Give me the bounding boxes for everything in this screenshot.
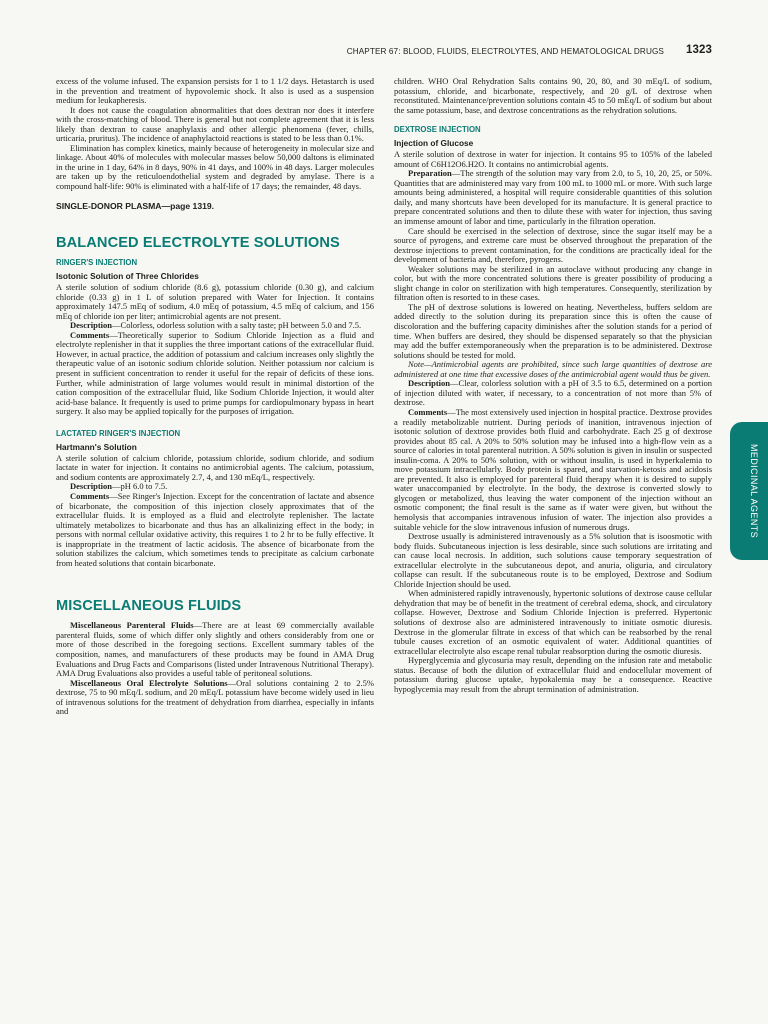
section-title-miscellaneous-fluids: MISCELLANEOUS FLUIDS (56, 598, 242, 615)
paragraph: The pH of dextrose solutions is lowered on heating. Nevertheless, buffers seldom are added directly to the solution during its preparation since this is often the cause of discoloration and the buffering capacity diminishes after the solution stands for a period of time. When buffers are desired, they should be dispensed separately so that the physician may add the buffer extemporaneously when the preparation is to be administered. Dextrose solutions should be tested for mold. (394, 301, 712, 360)
run-in-label: Comments (70, 490, 110, 501)
subsection-subtitle: Injection of Glucose (394, 138, 474, 149)
chapter-title: CHAPTER 67: BLOOD, FLUIDS, ELECTROLYTES, AND HEMATOLOGICAL DRUGS (346, 47, 664, 56)
run-in-label: Miscellaneous Parenteral Fluids (70, 620, 194, 631)
paragraph: Dextrose usually is administered intravenously as a 5% solution that is isoosmotic with body fluids. Subcutaneous injection is less desirable, since such solutions are irritating and can cause local necrosis. In addition, such solutions cause temporary sequestration of extracellular electrolyte in the subcutaneous depot, and anuria, oliguria, and circulatory collapse can result. If the subcutaneous route is to be employed, Dextrose and Sodium Chloride Injection should be used. (394, 531, 712, 589)
subsection-heading-ringers: RINGER'S INJECTION (56, 258, 138, 268)
run-in-label: Description (408, 378, 451, 389)
description-paragraph: Description—Colorless, odorless solution with a salty taste; pH between 5.0 and 7.5. (70, 320, 362, 331)
paragraph: A sterile solution of dextrose in water for injection. It contains 95 to 105% of the labeled amount of C6H12O6.H2O. It contains no antimicrobial agents. (394, 149, 712, 169)
run-in-label: Description (70, 481, 113, 492)
paragraph: children. WHO Oral Rehydration Salts contains 90, 20, 80, and 30 mEq/L of sodium, potassium, chloride, and bicarbonate, respectively, and 20 g/L of dextrose when reconstituted. Maintenance/prevention solutions contain 45 to 50 mEq/L of sodium but about the same potassium, base, and dextrose concentrations as the rehydration solutions. (394, 76, 712, 115)
run-in-label: Miscellaneous Oral Electrolyte Solutions (70, 677, 228, 688)
comments-paragraph: Comments—See Ringer's Injection. Except for the concentration of lactate and absence of bicarbonate, the composition of this injection closely approximates that of the extracellular fluids. It is employed as a fluid and electrolyte replenisher. The lactate ultimately metabolizes to bicarbonate and thus has an alkalinizing effect in the body; in persons with normal cellular oxidative activity, this requires 1 to 2 hr to be fully effective. It is inappropriate in the treatment of lactic acidosis. The absence of bicarbonate from the solution stabilizes the calcium, which sometimes tends to precipitate as calcium carbonate from heated solutions that contain bicarbonate. (56, 490, 374, 568)
run-in-label: Comments (408, 406, 448, 417)
subsection-subtitle: Hartmann's Solution (56, 441, 137, 452)
cross-reference: SINGLE-DONOR PLASMA—page 1319. (56, 200, 215, 211)
comments-paragraph: Comments—The most extensively used injection in hospital practice. Dextrose provides a readily metabolizable nutrient. During periods of inanition, intravenous injection of isotonic solution of dextrose provides both fluid and carbohydrate. Each 25 g of dextrose provides about 85 cal. A 20% to 50% solution may be infused into a high-flow vein as a source of calories in total parenteral nutrition. A 50% solution is given in insulin or suspected insulin-coma. A 20% to 50% solution, with or without insulin, is used in hyperkalemia to move potassium intracellularly. Body protein is spared, and starvation-ketosis and acidosis are prevented. It also is employed for parenteral fluid therapy when it is desired to supply water unaccompanied by electrolyte. In the body, the dextrose is converted slowly to glycogen or metabolized, thus leaving the water component of the injection without an osmotic component; the final result is the same as if water were given, but without the hemolysis that accompanies intravenous infusion of water. The injection also provides a suitable vehicle for the slow intravenous infusion of numerous drugs. (394, 406, 712, 532)
run-in-label: Comments (70, 329, 110, 340)
subsection-subtitle: Isotonic Solution of Three Chlorides (56, 271, 199, 282)
subsection-heading-lactated: LACTATED RINGER'S INJECTION (56, 428, 181, 438)
paragraph: A sterile solution of sodium chloride (8.6 g), potassium chloride (0.30 g), and calcium chloride (0.33 g) in 1 L of solution prepared with Water for Injection. It contains approximately 147.5 mEq of sodium, 4.0 mEq of potassium, 4.5 mEq of calcium, and 156 mEq of chloride ion per liter; antimicrobial agents are not present. (56, 282, 374, 321)
paragraph: Care should be exercised in the selection of dextrose, since the sugar itself may be a source of pyrogens, and extreme care must be observed throughout the preparation of the dextrose injections to prevent contamination, for the conditions are practically ideal for the development of bacteria and, therefore, pyrogens. (394, 225, 712, 265)
comments-paragraph: Comments—Theoretically superior to Sodium Chloride Injection as a fluid and electrolyte replenisher in that it supplies the three important cations of the extracellular fluid. However, in actual practice, the addition of potassium and calcium increases only slightly the therapeutic value of an isotonic sodium chloride solution. Neither potassium nor calcium is present in sufficient concentration to render it useful for the repair of deficits of these ions. Further, while administration of large volumes would result in minimal distortion of the cation composition of the extracellular fluid, like Sodium Chloride Injection, it would alter acid-base balance. It frequently is used to prime pumps for cardiopulmonary bypass in heart surgery. It also may be applied topically for the purposes of irrigation. (56, 329, 374, 417)
paragraph: Weaker solutions may be sterilized in an autoclave without producing any change in color, but with the more concentrated solutions there is greater possibility of producing a slight change in color on sterilization with high temperatures. Consequently, sterilization by filtration often is resorted to in these cases. (394, 263, 712, 303)
subsection-heading-dextrose: DEXTROSE INJECTION (394, 125, 481, 135)
paragraph: Hyperglycemia and glycosuria may result, depending on the infusion rate and metabolic status. Because of both the dilution of extracellular fluid and endocellular movement of potassium during glucose uptake, hypokalemia may be a consequence. Reactive hypoglycemia may result from the abrupt termination of administration. (394, 655, 712, 694)
preparation-paragraph: Preparation—The strength of the solution may vary from 2.0, to 5, 10, 20, 25, or 50%. Quantities that are administered may vary from 100 mL to 1000 mL or more. With such large amounts being administered, a hospital will require considerable quantities of this solution daily, and many shortcuts have been developed for its manufacture. It is general practice to prepare concentrated solutions and then to dilute these with water for injection, thus saving an immense amount of labor and time, particularly in the filtration operation. (394, 168, 712, 227)
paragraph: A sterile solution of calcium chloride, potassium chloride, sodium chloride, and sodium lactate in water for injection. It contains no antimicrobial agents. The calcium, potassium, and sodium contents are approximately 2.7, 4, and 130 mEq/L, respectively. (56, 452, 374, 482)
paragraph: It does not cause the coagulation abnormalities that does dextran nor does it interfere with the cross-matching of blood. There is general but not complete agreement that it is less likely than dextran to cause anaphylaxis and other allergic phenomena (fever, chills, urticaria, pruritus). The incidence of anaphylactoid reactions is stated to be less than 0.1%. (56, 104, 374, 144)
page-number: 1323 (686, 44, 712, 56)
section-title-balanced-electrolyte: BALANCED ELECTROLYTE SOLUTIONS (56, 235, 340, 252)
run-in-label: Description (70, 320, 113, 331)
description-paragraph: Description—pH 6.0 to 7.5. (70, 481, 168, 492)
paragraph: Miscellaneous Oral Electrolyte Solutions—Oral solutions containing 2 to 2.5% dextrose, 75 to 90 mEq/L sodium, and 20 mEq/L potassium have become widely used in lieu of intravenous solutions for the treatment of dehydration from diarrhea, especially in infants and (56, 677, 374, 717)
section-tab-label: MEDICINAL AGENTS (749, 443, 759, 539)
section-tab-medicinal-agents (730, 422, 768, 560)
paragraph: Miscellaneous Parenteral Fluids—There are at least 69 commercially available parenteral fluids, some of which differ only slightly and others considerably from one or more of those described in the foregoing sections. Excellent summary tables of the composition, names, and manufacturers of these products may be found in AMA Drug Evaluations and Drug Facts and Comparisons (listed under Intravenous Nutritional Therapy). AMA Drug Evaluations also provides a useful table of peritoneal solutions. (56, 620, 374, 679)
running-header (56, 44, 712, 60)
paragraph: Elimination has complex kinetics, mainly because of heterogeneity in molecular size and linkage. About 40% of molecules with molecular masses below 50,000 daltons is eliminated in the urine in 1 day, 64% in 8 days, 90% in 41 days, and 100% in 48 days. Larger molecules are taken up by the reticuloendothelial system and degraded by amylase. There is a compound half-life: 90% is eliminated with a half-life of 17 days; the remainder, 48 days. (56, 142, 374, 192)
paragraph: excess of the volume infused. The expansion persists for 1 to 1 1/2 days. Hetastarch is used in the prevention and treatment of hypovolemic shock. It also is used as a suspension medium for leukapheresis. (56, 76, 374, 106)
note-paragraph: Note—Antimicrobial agents are prohibited, since such large quantities of dextrose are administered at one time that excessive doses of the antimicrobial agent would thus be given. (394, 359, 712, 379)
description-paragraph: Description—Clear, colorless solution with a pH of 3.5 to 6.5, determined on a portion of injection diluted with water, if necessary, to a concentration of not more than 5% of dextrose. (394, 378, 712, 408)
run-in-label: Preparation (408, 168, 452, 179)
paragraph: When administered rapidly intravenously, hypertonic solutions of dextrose cause cellular dehydration that may be of benefit in the treatment of cerebral edema, shock, and circulatory collapse. However, Dextrose and Sodium Chloride Injection is preferred. Hypertonic solutions of dextrose also are administered intravenously to initiate osmotic diuresis. Dextrose in the glomerular filtrate in excess of that which can be reabsorbed by the renal tubule causes excretion of an osmotic equivalent of water. Additional quantities of extracellular electrolyte also escape renal tubular reabsorption during the osmotic diuresis. (394, 588, 712, 656)
left-column (56, 77, 374, 717)
right-column (394, 77, 712, 694)
